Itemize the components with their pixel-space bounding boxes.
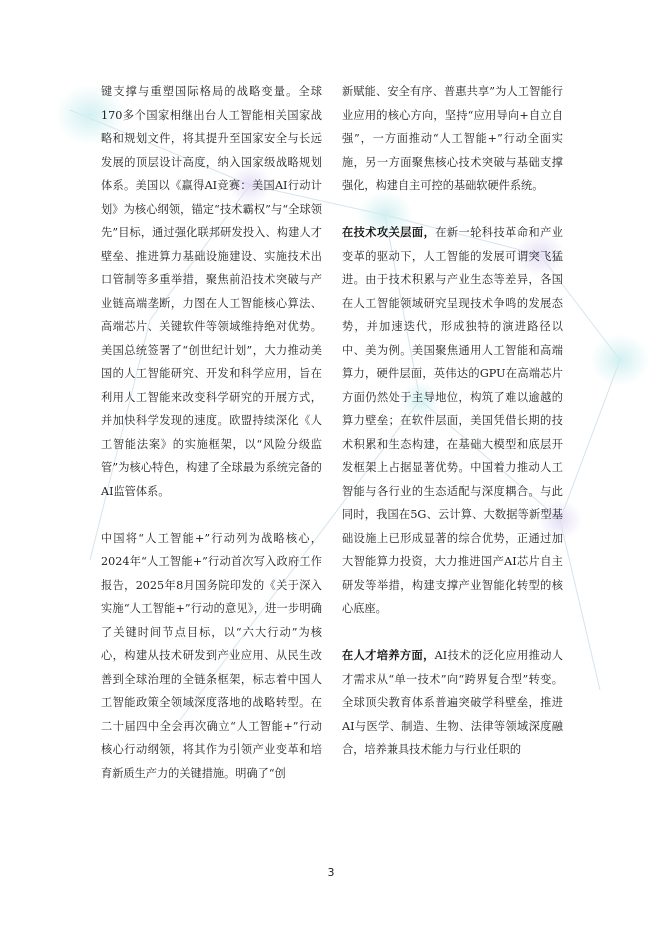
right-paragraph-3 (342, 644, 563, 762)
left-text-column (101, 80, 322, 785)
right-paragraph-2-body: 在新一轮科技革命和产业变革的驱动下，人工智能的发展可谓突飞猛进。由于技术积累与产业生态等差异，各国在人工智能领域研究呈现技术争鸣的发展态势，并加速迭代，形成独特的演进路径以中、美为例。美国聚焦通用人工智能和高端算力，硬件层面，英伟达的GPU在高端芯片方面仍然处于主导地位，构筑了难以逾越的算力壁垒；在软件层面，美国凭借长期的技术积累和生态构建，在基础大模型和底层开发框架上占据显著优势。中国着力推动人工智能与各行业的生态适配与深度耦合。与此同时，我国在5G、云计算、大数据等新型基础设施上已形成显著的综合优势，正通过加大智能算力投资，大力推进国产AI芯片自主研发等举措，构建支撑产业智能化转型的核心底座。 (342, 226, 563, 615)
left-paragraph-2: 中国将“人工智能+”行动列为战略核心，2024年“人工智能+”行动首次写入政府工作报告，2025年8月国务院印发的《关于深入实施“人工智能+”行动的意见》，进一步明确了关键时间节点目标，以“六大行动”为核心，构建从技术研发到产业应用、从民生改善到全球治理的全链条框架，标志着中国人工智能政策全领域深度落地的战略转型。在二十届四中全会再次确立“人工智能+”行动核心行动纲领，将其作为引领产业变革和培育新质生产力的关键措施。明确了“创 (101, 531, 322, 780)
section-lead-tech: 在技术攻关层面， (342, 225, 436, 239)
paragraph-gap (342, 198, 563, 222)
right-paragraph-2 (342, 221, 563, 621)
page-number: 3 (327, 866, 335, 879)
right-text-column (342, 80, 563, 762)
left-paragraph-1: 键支撑与重塑国际格局的战略变量。全球170多个国家相继出台人工智能相关国家战略和规划文件，将其提升至国家安全与长远发展的顶层设计高度，纳入国家级战略规划体系。美国以《赢得AI竞赛：美国AI行动计划》为核心纲领，锚定“技术霸权”与“全球领先”目标，通过强化联邦研发投入、构建人才壁垒、推进算力基础设施建设、实施技术出口管制等多重举措，聚焦前沿技术突破与产业链高端垄断，力图在人工智能核心算法、高端芯片、关键软件等领域维持绝对优势。美国总统签署了“创世纪计划”，大力推动美国的人工智能研究、开发和科学应用，旨在利用人工智能来改变科学研究的开展方式，并加快科学发现的速度。欧盟持续深化《人工智能法案》的实施框架，以“风险分级监管”为核心特色，构建了全球最为系统完备的AI监管体系。 (101, 85, 322, 498)
paragraph-gap (342, 621, 563, 645)
paragraph-gap (101, 503, 322, 527)
right-paragraph-3-body: AI技术的泛化应用推动人才需求从“单一技术”向“跨界复合型”转变。全球顶尖教育体系普遍突破学科壁垒，推进AI与医学、制造、生物、法律等领域深度融合，培养兼具技术能力与行业任职的 (342, 649, 563, 756)
section-lead-talent: 在人才培养方面， (342, 648, 435, 662)
right-paragraph-1: 新赋能、安全有序、普惠共享”为人工智能行业应用的核心方向，坚持“应用导向+自立自强”，一方面推动“人工智能+”行动全面实施，另一方面聚焦核心技术突破与基础支撑强化，构建自主可控的基础软硬件系统。 (342, 85, 563, 192)
